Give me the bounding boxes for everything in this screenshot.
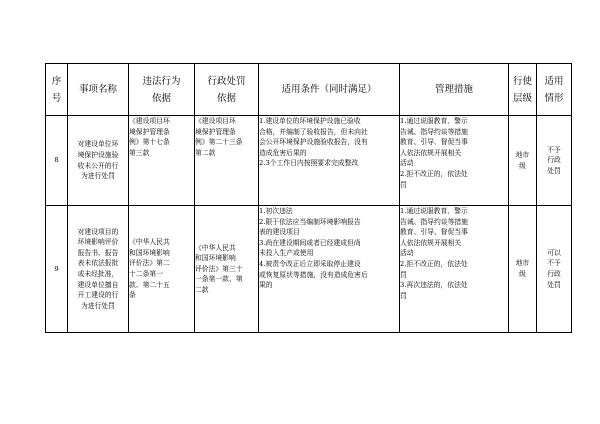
situation-cell: 可以 不予 行政 处罚 — [537, 206, 572, 333]
measures-cell: 1.通过说服教育、警示 告诫、指导约谈等措施 教育、引导、督促当事 人依法依规开展相关 活动 2.拒不改正的，依法处 罚 3.再次违法的，依法处 罚 — [400, 206, 509, 333]
row-number: 9 — [46, 206, 68, 333]
table-row — [46, 206, 572, 333]
violation-basis-cell: 《建设项目环 境保护管理条 例》第十七条 第三款 — [129, 116, 195, 206]
item-name-cell: 对建设项目的 环境影响评价 报告书、报告 表未依法报批 或未经批准， 建设单位擅自 开工建设的行 为进行处罚 — [68, 206, 129, 333]
header-cell-penalty-basis: 行政处罚 依据 — [195, 64, 259, 116]
penalty-basis-cell: 《中华人民共 和国环境影响 评价法》第三十 一条第一款、第 二款 — [195, 206, 259, 333]
header-cell-situation: 适用 情形 — [537, 64, 572, 116]
level-cell: 地市 级 — [509, 206, 537, 333]
row-number: 8 — [46, 116, 68, 206]
conditions-cell: 1.初次违法 2.限于依法应当编制环境影响报告 表的建设项目 3.尚在建设期间或者已经建成但尚 未投入生产或使用 4.被责令改正后立即采取停止建设 或恢复原状等措施，没有造成危害后 果的 — [259, 206, 400, 333]
header-cell-conditions: 适用条件（同时满足） — [259, 64, 400, 116]
header-cell-violation-basis: 违法行为 依据 — [129, 64, 195, 116]
table-row — [46, 116, 572, 206]
item-name-cell: 对建设单位环 境保护设施验 收未公开的行 为进行处罚 — [68, 116, 129, 206]
header-cell-number: 序 号 — [46, 64, 68, 116]
penalty-basis-cell: 《建设项目环 境保护管理条 例》第二十三条 第二款 — [195, 116, 259, 206]
header-row — [46, 64, 572, 116]
measures-cell: 1.通过说服教育、警示 告诫、指导约谈等措施 教育、引导、督促当事 人依法依规开展相关 活动 2.拒不改正的，依法处 罚 — [400, 116, 509, 206]
header-cell-measures: 管理措施 — [400, 64, 509, 116]
header-cell-level: 行使 层级 — [509, 64, 537, 116]
situation-cell: 不予 行政 处罚 — [537, 116, 572, 206]
header-cell-item-name: 事项名称 — [68, 64, 129, 116]
level-cell: 地市 级 — [509, 116, 537, 206]
conditions-cell: 1.建设单位的环境保护设施已验收 合格，并编制了验收报告，但未向社 会公开环境保护设施验收报告，没有 造成危害后果的 2.3个工作日内按照要求完成整改 — [259, 116, 400, 206]
violation-basis-cell: 《中华人民共 和国环境影响 评价法》第二 十二条第一 款、第二十五 条 — [129, 206, 195, 333]
regulation-table — [45, 63, 572, 333]
